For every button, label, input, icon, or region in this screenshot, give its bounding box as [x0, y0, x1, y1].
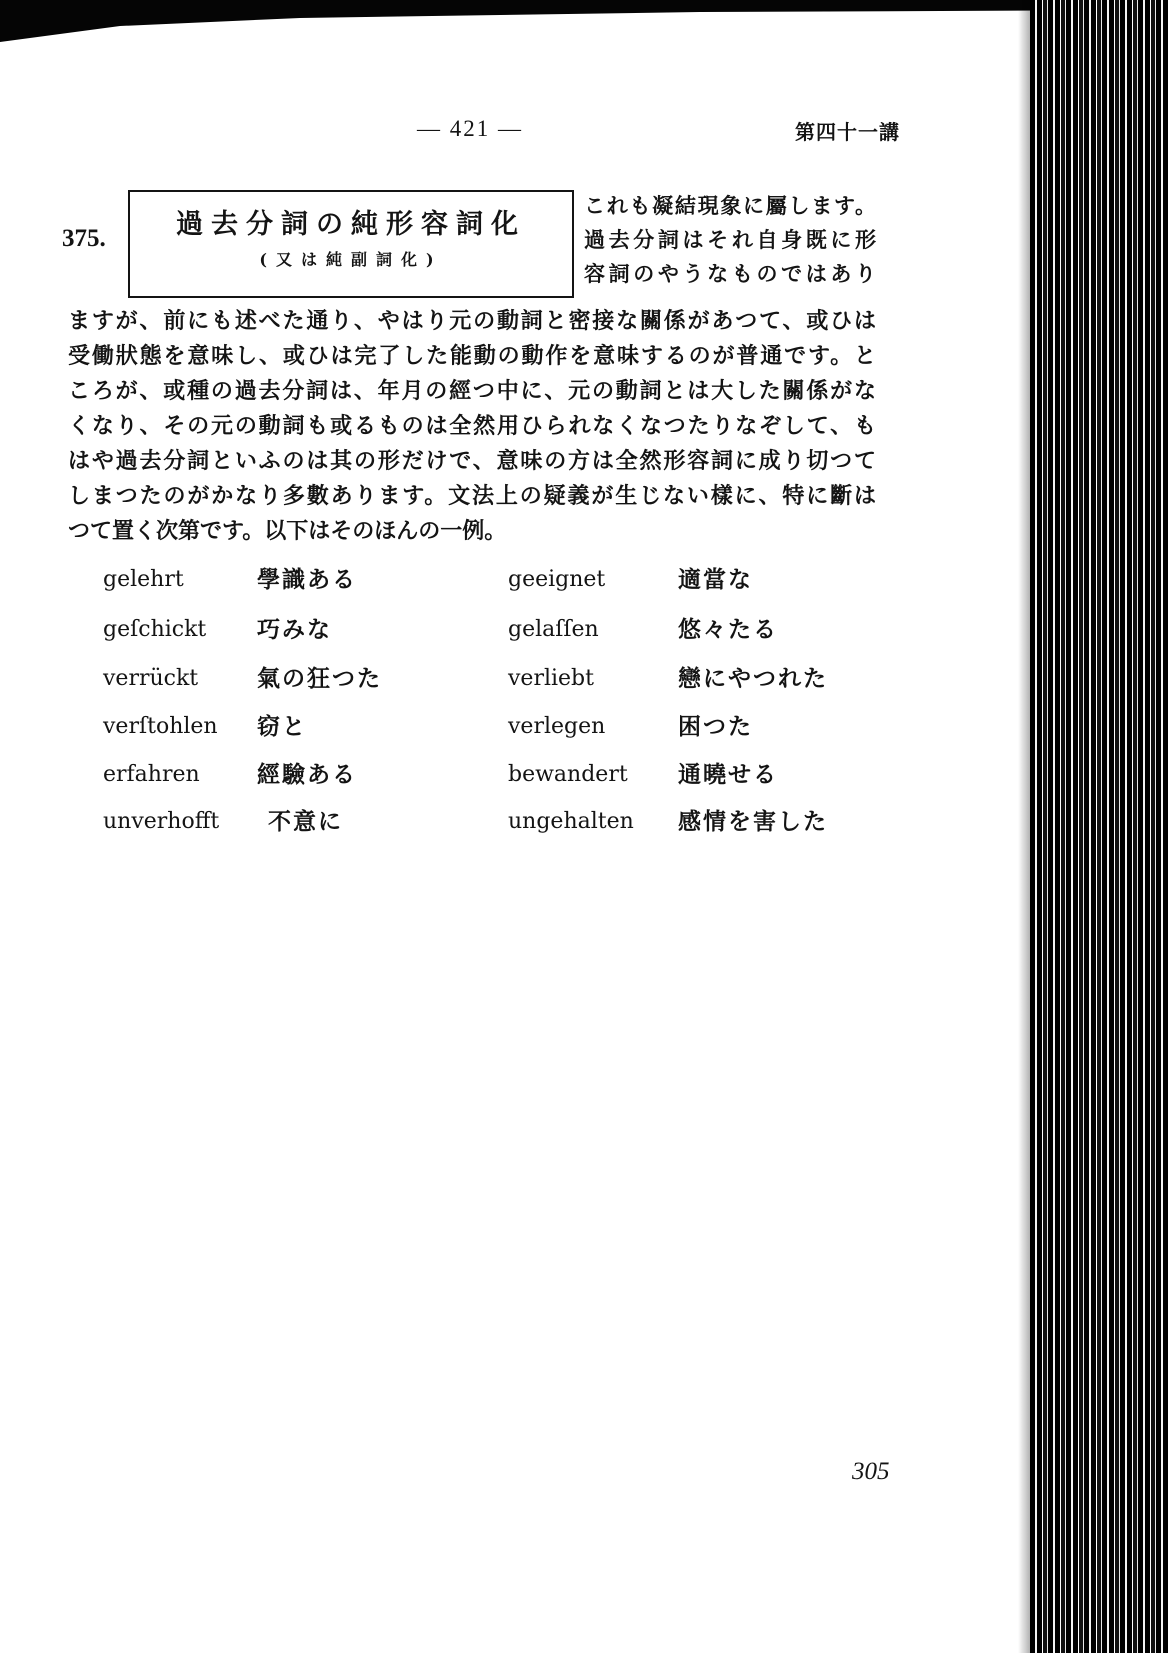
german-word: ungehalten [508, 809, 634, 834]
chapter-heading: 第四十一講 [795, 120, 900, 144]
german-word: unverhofft [103, 809, 220, 834]
section-subtitle: (又は純副詞化) [259, 250, 443, 269]
german-word: verlegen [508, 714, 606, 739]
body-line: つて置く次第です。以下はそのほんの一例。 [68, 518, 507, 544]
vocabulary-row [0, 806, 1000, 838]
vocabulary-row [0, 564, 1000, 596]
japanese-meaning: 適當な [678, 566, 753, 593]
vocabulary-row [0, 663, 1000, 695]
intro-line: 容詞のやうなものではあり [584, 261, 876, 286]
german-word: bewandert [508, 762, 628, 787]
scan-top-shadow [0, 0, 1169, 44]
japanese-meaning: 困つた [678, 713, 753, 740]
japanese-meaning: 通曉せる [678, 761, 778, 788]
german-word: geſchickt [103, 617, 207, 642]
section-number: 375. [62, 225, 106, 252]
japanese-meaning: 學識ある [257, 566, 357, 593]
german-word: geeignet [508, 567, 606, 592]
japanese-meaning: 悠々たる [678, 616, 778, 643]
vocabulary-row [0, 711, 1000, 743]
german-word: verſtohlen [103, 714, 218, 739]
body-line: くなり、その元の動詞も或るものは全然用ひられなくなつたりなぞして、も [68, 413, 876, 439]
vocabulary-row [0, 614, 1000, 646]
intro-paragraph [584, 189, 876, 291]
section-title-box [128, 190, 574, 298]
german-word: gelehrt [103, 567, 184, 592]
body-line: しまつたのがかなり多數あります。文法上の疑義が生じない樣に、特に斷は [68, 483, 876, 509]
german-word: verrückt [103, 666, 199, 691]
page-edge-stripes [1030, 0, 1169, 1653]
vocabulary-row [0, 759, 1000, 791]
intro-line: これも凝結現象に屬します。 [584, 193, 876, 218]
body-line: ますが、前にも述べた通り、やはり元の動詞と密接な關係があつて、或ひは [68, 308, 876, 334]
section-title: 過去分詞の純形容詞化 [176, 209, 526, 240]
japanese-meaning: 戀にやつれた [678, 665, 828, 692]
japanese-meaning: 感情を害した [678, 808, 828, 835]
japanese-meaning: 窃と [257, 713, 307, 740]
german-word: erfahren [103, 762, 200, 787]
japanese-meaning: 經驗ある [257, 761, 357, 788]
japanese-meaning: 氣の狂つた [257, 665, 382, 692]
running-page-marker: — 421 — [417, 116, 523, 141]
page-number: 305 [852, 1458, 890, 1485]
body-paragraph [68, 304, 876, 549]
japanese-meaning: 巧みな [257, 616, 332, 643]
german-word: verliebt [508, 666, 594, 691]
body-line: 受働狀態を意味し、或ひは完了した能動の動作を意味するのが普通です。と [68, 343, 876, 369]
german-word: gelaſſen [508, 617, 599, 642]
body-line: はや過去分詞といふのは其の形だけで、意味の方は全然形容詞に成り切つて [68, 448, 876, 474]
body-line: ころが、或種の過去分詞は、年月の經つ中に、元の動詞とは大した關係がな [68, 378, 876, 404]
japanese-meaning: 不意に [268, 808, 343, 835]
intro-line: 過去分詞はそれ自身既に形 [584, 227, 876, 252]
